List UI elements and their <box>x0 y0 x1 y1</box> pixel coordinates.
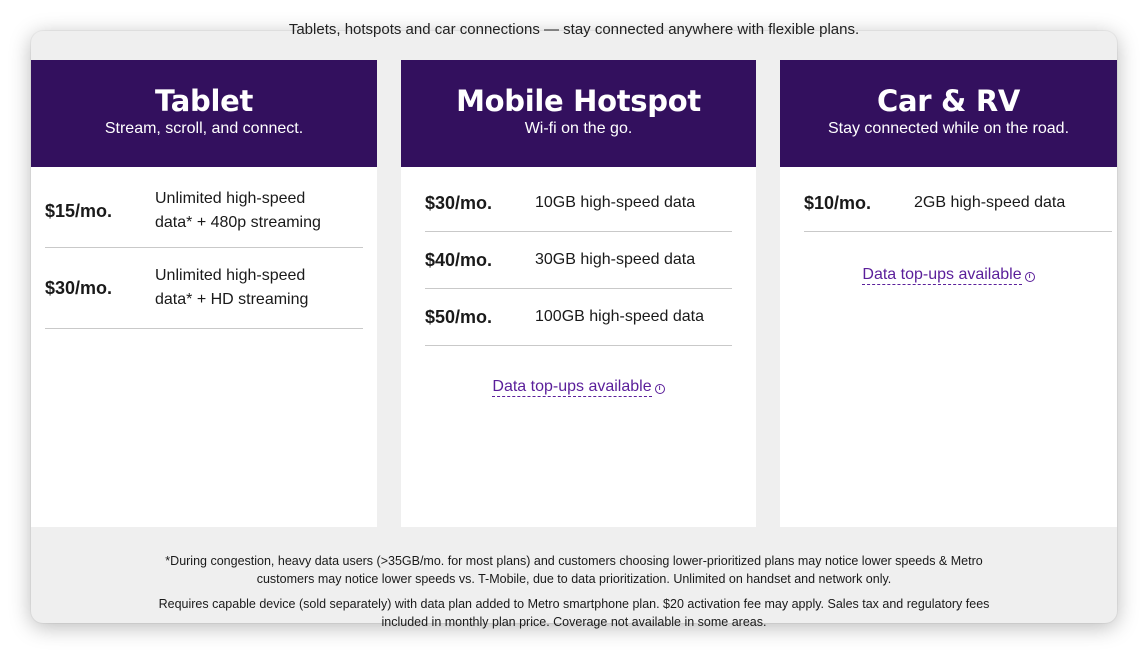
card-subtitle: Stream, scroll, and connect. <box>104 120 304 137</box>
card-header <box>31 60 377 167</box>
card-subtitle: Wi-fi on the go. <box>524 120 633 137</box>
card-title: Car & RV <box>876 84 1020 118</box>
card-title: Tablet <box>154 84 254 118</box>
plan-row <box>425 167 732 232</box>
plan-row <box>425 232 732 289</box>
intro-text: Tablets, hotspots and car connections — stay connected anywhere with flexible plans. <box>288 21 860 38</box>
plan-description: 100GB high-speed data <box>535 308 705 325</box>
topup-note <box>780 266 1117 284</box>
card-title: Mobile Hotspot <box>456 84 701 118</box>
plan-price: $10/mo. <box>804 192 872 213</box>
plan-card-tablet <box>31 60 377 527</box>
footnotes <box>31 552 1117 638</box>
plan-price: $30/mo. <box>425 192 493 213</box>
plan-list <box>780 167 1117 232</box>
footnote-congestion: *During congestion, heavy data users (>35GB/mo. for most plans) and customers choosing lower-prioritized plans may notice lower speeds & Metro customers may notice lower speeds vs. T-Mobile, due to data prioritization. Unlimited on handset and network only. <box>165 554 983 586</box>
plans-window <box>31 21 1117 629</box>
topup-note <box>401 378 756 396</box>
info-circle-icon[interactable]: i <box>655 384 665 394</box>
plan-list <box>401 167 756 346</box>
card-header <box>780 60 1117 167</box>
footnote-requirements: Requires capable device (sold separately) with data plan added to Metro smartphone plan. $20 activation fee may apply. Sales tax and regulatory fees included in monthly plan price. Coverage not available in some areas. <box>158 597 990 629</box>
plan-price: $40/mo. <box>425 249 493 270</box>
plan-description: 10GB high-speed data <box>535 194 696 211</box>
plan-price: $30/mo. <box>45 277 113 298</box>
card-subtitle: Stay connected while on the road. <box>827 120 1070 137</box>
plan-card-mobile-hotspot <box>401 60 756 527</box>
plan-price: $15/mo. <box>45 200 113 221</box>
plan-row <box>45 248 363 329</box>
plan-card-car-rv <box>780 60 1117 527</box>
plan-row <box>425 289 732 346</box>
plan-description: Unlimited high-speed data* + 480p streaming <box>155 190 321 231</box>
plan-description: 30GB high-speed data <box>535 251 696 268</box>
plan-row <box>45 167 363 248</box>
plan-description: Unlimited high-speed data* + HD streaming <box>155 267 309 308</box>
card-header <box>401 60 756 167</box>
plan-description: 2GB high-speed data <box>914 194 1066 211</box>
data-topups-link[interactable]: Data top-ups available <box>862 266 1022 283</box>
plan-list <box>31 167 377 329</box>
plan-row <box>804 167 1112 232</box>
plan-price: $50/mo. <box>425 306 493 327</box>
info-circle-icon[interactable]: i <box>1025 272 1035 282</box>
data-topups-link[interactable]: Data top-ups available <box>492 378 652 395</box>
